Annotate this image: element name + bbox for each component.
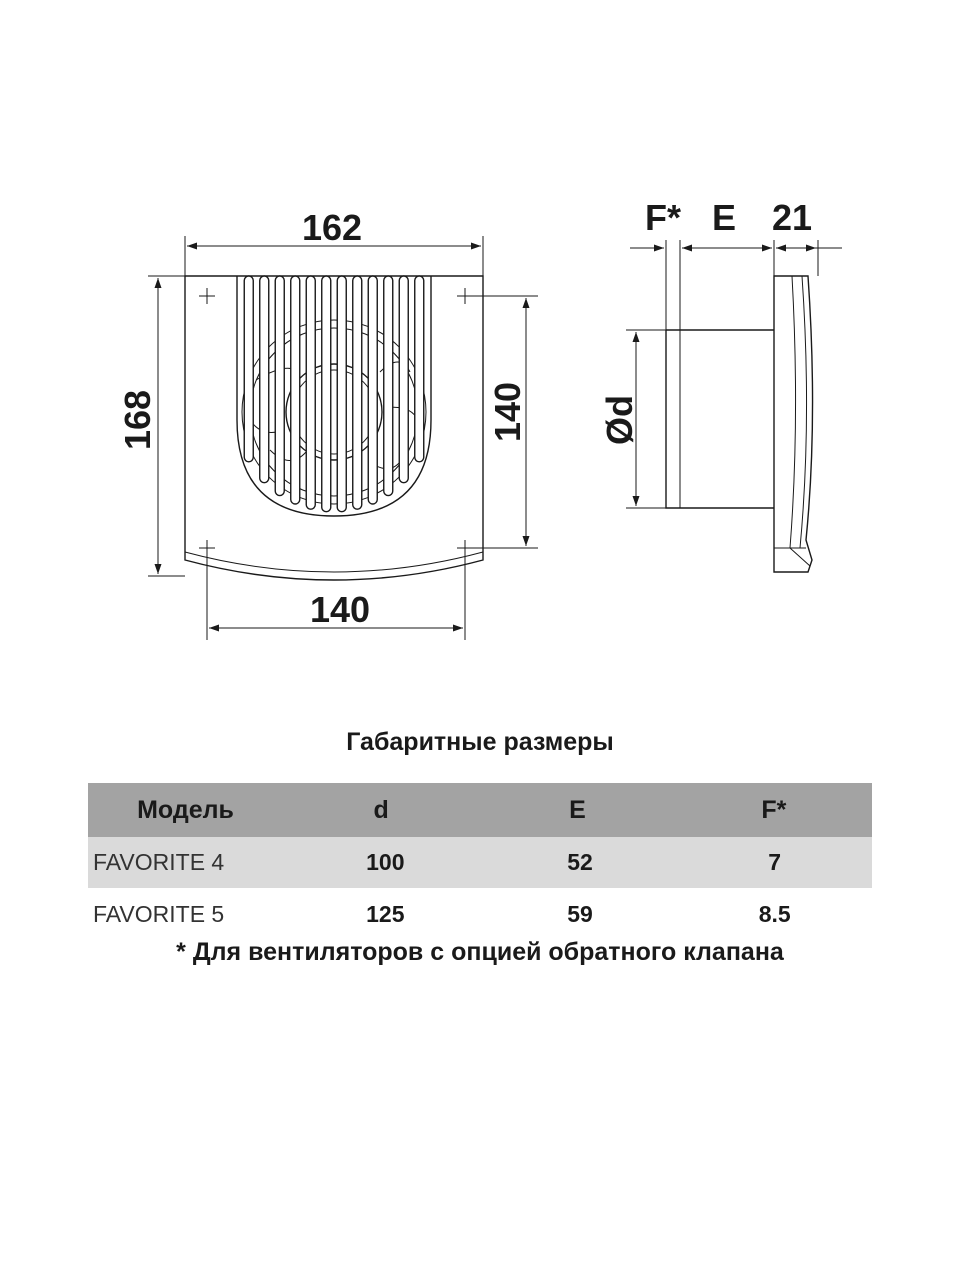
row-f: 7: [768, 849, 782, 875]
grille-bar: [368, 276, 377, 504]
dimension-162: [185, 207, 483, 276]
row-e: 52: [567, 849, 593, 875]
header-model: Модель: [137, 795, 234, 824]
label-21: 21: [771, 197, 813, 238]
front-panel-outline: [185, 276, 483, 580]
label-140-vertical: 140: [487, 381, 528, 443]
row-f: 8.5: [758, 900, 791, 927]
dimension-168: [117, 276, 185, 576]
table-header-row: [88, 783, 872, 837]
header-e: E: [569, 795, 586, 824]
row-d: 125: [366, 900, 405, 927]
table-title: Габаритные размеры: [346, 728, 614, 756]
label-140-horizontal: 140: [309, 589, 371, 630]
front-view: [117, 207, 538, 640]
grille-bar: [337, 276, 346, 512]
grille-bar: [399, 276, 408, 483]
grille-bar: [384, 276, 393, 496]
grille-bar: [353, 276, 362, 509]
header-d: d: [373, 795, 389, 824]
mounting-holes: [199, 288, 473, 564]
label-168: 168: [117, 389, 158, 451]
footnote: * Для вентиляторов с опцией обратного клапана: [176, 938, 784, 966]
side-view: [599, 197, 842, 572]
header-f: F*: [761, 795, 787, 824]
grille-bar: [291, 276, 300, 504]
grille-bar: [275, 276, 284, 496]
dimension-140-horizontal: [207, 556, 465, 640]
grille-bar: [306, 276, 315, 509]
label-e: E: [711, 197, 737, 238]
table-row: [88, 888, 872, 940]
row-d: 100: [366, 849, 405, 875]
side-duct: [666, 330, 774, 508]
label-f: F*: [645, 197, 681, 238]
dimensions-table: [88, 783, 872, 940]
row-model: FAVORITE 4: [93, 849, 225, 875]
grille-bar: [260, 276, 269, 483]
table-row: [88, 837, 872, 888]
grille-bar: [322, 276, 331, 512]
grille-bar: [415, 276, 424, 462]
fan-grille: [237, 276, 431, 516]
row-e: 59: [567, 900, 593, 927]
front-panel-inner-curve: [185, 552, 483, 572]
grille-bar: [244, 276, 253, 462]
row-model: FAVORITE 5: [93, 900, 225, 927]
label-diameter: Ød: [599, 395, 640, 445]
label-162: 162: [301, 207, 363, 248]
